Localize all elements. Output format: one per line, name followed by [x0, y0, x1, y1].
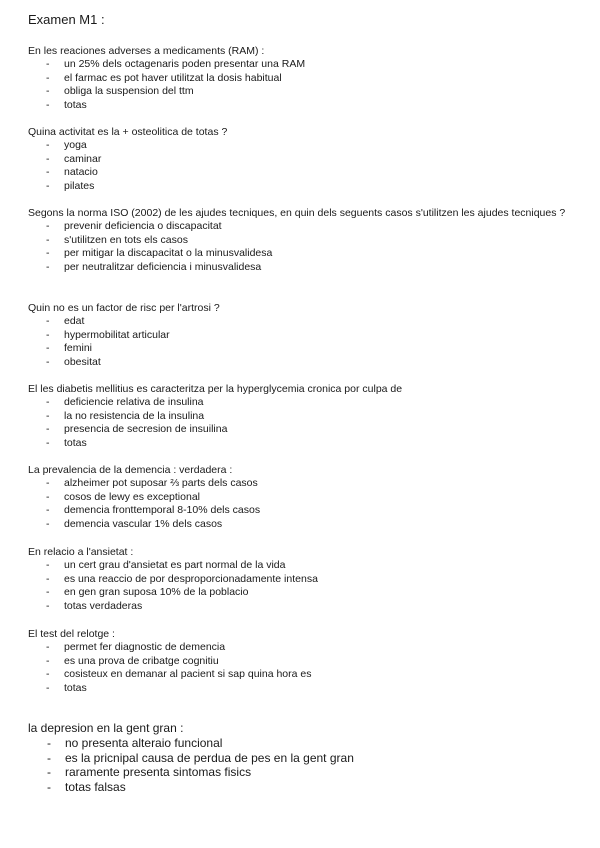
option-list [28, 559, 573, 613]
question-8 [28, 627, 573, 695]
dash-bullet: - [46, 477, 50, 489]
option: - caminar [46, 152, 102, 165]
question-text: Quin no es un factor de risc per l'artrosi ? [28, 302, 220, 314]
dash-bullet: - [46, 517, 50, 530]
option: - un 25% dels octagenaris poden presentar una RAM [46, 58, 306, 70]
question-4 [28, 301, 573, 369]
option: - cosisteux en demanar al pacient si sap quina hora es [46, 668, 312, 681]
dash-bullet: - [46, 409, 50, 422]
dash-bullet: - [46, 342, 50, 355]
dash-bullet: - [46, 668, 50, 681]
dash-bullet: - [46, 166, 50, 179]
question-text: La prevalencia de la demencia : verdadera : [28, 464, 233, 476]
option: - per neutralitzar deficiencia i minusvalidesa [46, 260, 262, 273]
question-text: El les diabetis mellitius es caracteritza per la hyperglycemia cronica por culpa de [28, 383, 403, 395]
dash-bullet: - [46, 355, 50, 368]
question-3 [28, 206, 573, 274]
question-5 [28, 382, 573, 450]
option: - un cert grau d'ansietat es part normal de la vida [46, 559, 286, 571]
option: - femini [46, 342, 93, 355]
dash-bullet: - [46, 654, 50, 667]
dash-bullet: - [46, 152, 50, 165]
option: - totas [46, 681, 87, 694]
dash-bullet: - [46, 490, 50, 503]
question-text: El test del relotge : [28, 628, 115, 640]
question-1 [28, 44, 573, 112]
question-7 [28, 545, 573, 613]
option-list [28, 58, 573, 112]
question-text: Segons la norma ISO (2002) de les ajudes tecniques, en quin dels seguents casos s'utilitzen les ajudes tecniques ? [28, 207, 566, 219]
dash-bullet: - [46, 586, 50, 599]
question-text: En relacio a l'ansietat : [28, 546, 134, 558]
question-6 [28, 463, 573, 531]
option: - pilates [46, 179, 95, 192]
dash-bullet: - [46, 179, 50, 192]
dash-bullet: - [46, 681, 50, 694]
option: - deficiencie relativa de insulina [46, 396, 204, 408]
option: - el farmac es pot haver utilitzat la dosis habitual [46, 71, 282, 84]
option-list [28, 220, 573, 274]
question-2 [28, 125, 573, 193]
option: - demencia vascular 1% dels casos [46, 517, 223, 530]
option: - obliga la suspension del ttm [46, 85, 194, 98]
dash-bullet: - [46, 233, 50, 246]
dash-bullet: - [46, 599, 50, 612]
option-list [28, 641, 573, 695]
option: - hypermobilitat articular [46, 328, 170, 341]
option: - la no resistencia de la insulina [46, 409, 205, 422]
dash-bullet: - [46, 396, 50, 408]
option: - no presenta alteraio funcional [47, 736, 223, 750]
dash-bullet: - [46, 328, 50, 341]
dash-bullet: - [46, 98, 50, 111]
question-text: Quina activitat es la + osteolitica de totas ? [28, 126, 228, 138]
dash-bullet: - [46, 572, 50, 585]
dash-bullet: - [46, 436, 50, 449]
option: - obesitat [46, 355, 101, 368]
option: - demencia fronttemporal 8-10% dels casos [46, 504, 261, 517]
option-list [28, 315, 573, 369]
option: - alzheimer pot suposar ⅔ parts dels casos [46, 477, 258, 489]
dash-bullet: - [46, 220, 50, 232]
dash-bullet: - [47, 736, 51, 750]
dash-bullet: - [46, 85, 50, 98]
option: - yoga [46, 139, 87, 151]
question-text: En les reaciones adverses a medicaments (RAM) : [28, 45, 265, 57]
option: - en gen gran suposa 10% de la poblacio [46, 586, 249, 599]
dash-bullet: - [46, 504, 50, 517]
option: - totas [46, 98, 87, 111]
option: - s'utilitzen en tots els casos [46, 233, 188, 246]
dash-bullet: - [47, 765, 51, 779]
dash-bullet: - [46, 315, 50, 327]
option: - natacio [46, 166, 98, 179]
option-list [28, 736, 573, 794]
option: - per mitigar la discapacitat o la minusvalidesa [46, 247, 273, 260]
option: - totas verdaderas [46, 599, 143, 612]
option-list [28, 139, 573, 193]
dash-bullet: - [46, 71, 50, 84]
option: - totas [46, 436, 87, 449]
dash-bullet: - [46, 641, 50, 653]
dash-bullet: - [46, 559, 50, 571]
option-list [28, 396, 573, 450]
option: - es la pricnipal causa de perdua de pes en la gent gran [47, 750, 354, 765]
dash-bullet: - [46, 423, 50, 436]
option: - es una prova de cribatge cognitiu [46, 654, 219, 667]
option: - cosos de lewy es exceptional [46, 490, 200, 503]
question-9 [28, 721, 573, 794]
option: - totas falsas [47, 779, 126, 794]
dash-bullet: - [46, 260, 50, 273]
option: - presencia de secresion de insuilina [46, 423, 228, 436]
option: - es una reaccio de por desproporcionadamente intensa [46, 572, 318, 585]
dash-bullet: - [46, 139, 50, 151]
option: - prevenir deficiencia o discapacitat [46, 220, 222, 232]
dash-bullet: - [47, 750, 51, 765]
dash-bullet: - [46, 247, 50, 260]
option-list [28, 477, 573, 531]
dash-bullet: - [46, 58, 50, 70]
option: - raramente presenta sintomas fisics [47, 765, 252, 779]
option: - edat [46, 315, 85, 327]
dash-bullet: - [47, 779, 51, 794]
option: - permet fer diagnostic de demencia [46, 641, 226, 653]
exam-title: Examen M1 : [28, 12, 105, 27]
question-text: la depresion en la gent gran : [28, 721, 184, 735]
